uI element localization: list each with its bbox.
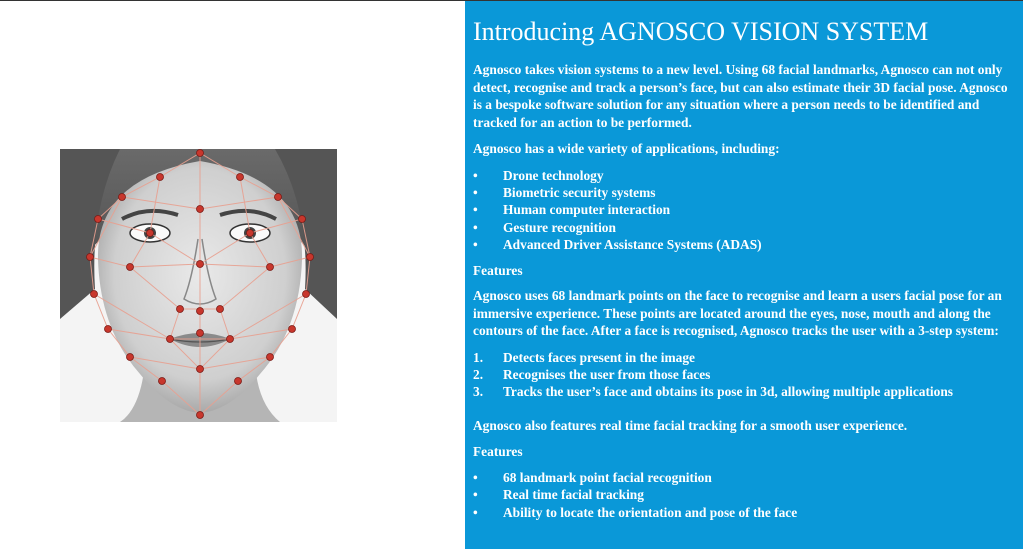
face-landmark-image [60, 149, 337, 422]
list-item: • Drone technology [473, 167, 604, 183]
bullet-icon: • [473, 487, 478, 503]
features-heading-2: Features [473, 444, 523, 460]
list-item: • Advanced Driver Assistance Systems (ADAS) [473, 237, 762, 253]
features-heading: Features [473, 262, 523, 278]
applications-list [473, 167, 1009, 254]
image-panel [0, 1, 465, 549]
list-item: 1. Detects faces present in the image [473, 349, 695, 365]
list-item: • Real time facial tracking [473, 487, 644, 503]
list-item: • Ability to locate the orientation and pose of the face [473, 504, 798, 520]
applications-intro: Agnosco has a wide variety of applications, including: [473, 141, 780, 156]
bullet-icon: • [473, 202, 478, 218]
realtime-paragraph: Agnosco also features real time facial tracking for a smooth user experience. [473, 417, 908, 433]
list-item: 2. Recognises the user from those faces [473, 366, 711, 382]
info-panel [465, 1, 1023, 549]
bullet-icon: • [473, 219, 478, 235]
step-number: 2. [473, 366, 484, 382]
step-number: 1. [473, 349, 484, 365]
list-item: • Biometric security systems [473, 184, 656, 200]
features-paragraph: Agnosco uses 68 landmark points on the face to recognise and learn a users facial pose for an immersive experience. These points are located around the eyes, nose, mouth and along the contours of the face. After a face is recognised, Agnosco tracks the user with a 3-step system: [473, 288, 1002, 339]
bullet-icon: • [473, 237, 478, 253]
step-number: 3. [473, 384, 484, 400]
steps-list [473, 349, 1009, 401]
page-title: Introducing AGNOSCO VISION SYSTEM [473, 17, 929, 46]
bullet-icon: • [473, 167, 478, 183]
list-item: • Gesture recognition [473, 219, 616, 235]
intro-paragraph: Agnosco takes vision systems to a new level. Using 68 facial landmarks, Agnosco can not only detect, recognise and track a person’s face, but can also estimate their 3D facial pose. Agnosco is a bespoke software solution for any situation where a person needs to be identified and tracked for an action to be performed. [473, 62, 1008, 130]
bullet-icon: • [473, 184, 478, 200]
list-item: 3. Tracks the user’s face and obtains its pose in 3d, allowing multiple applications [473, 384, 953, 400]
list-item: • Human computer interaction [473, 202, 671, 218]
bullet-icon: • [473, 469, 478, 485]
features-list [473, 469, 1009, 521]
list-item: • 68 landmark point facial recognition [473, 469, 712, 485]
bullet-icon: • [473, 504, 478, 520]
